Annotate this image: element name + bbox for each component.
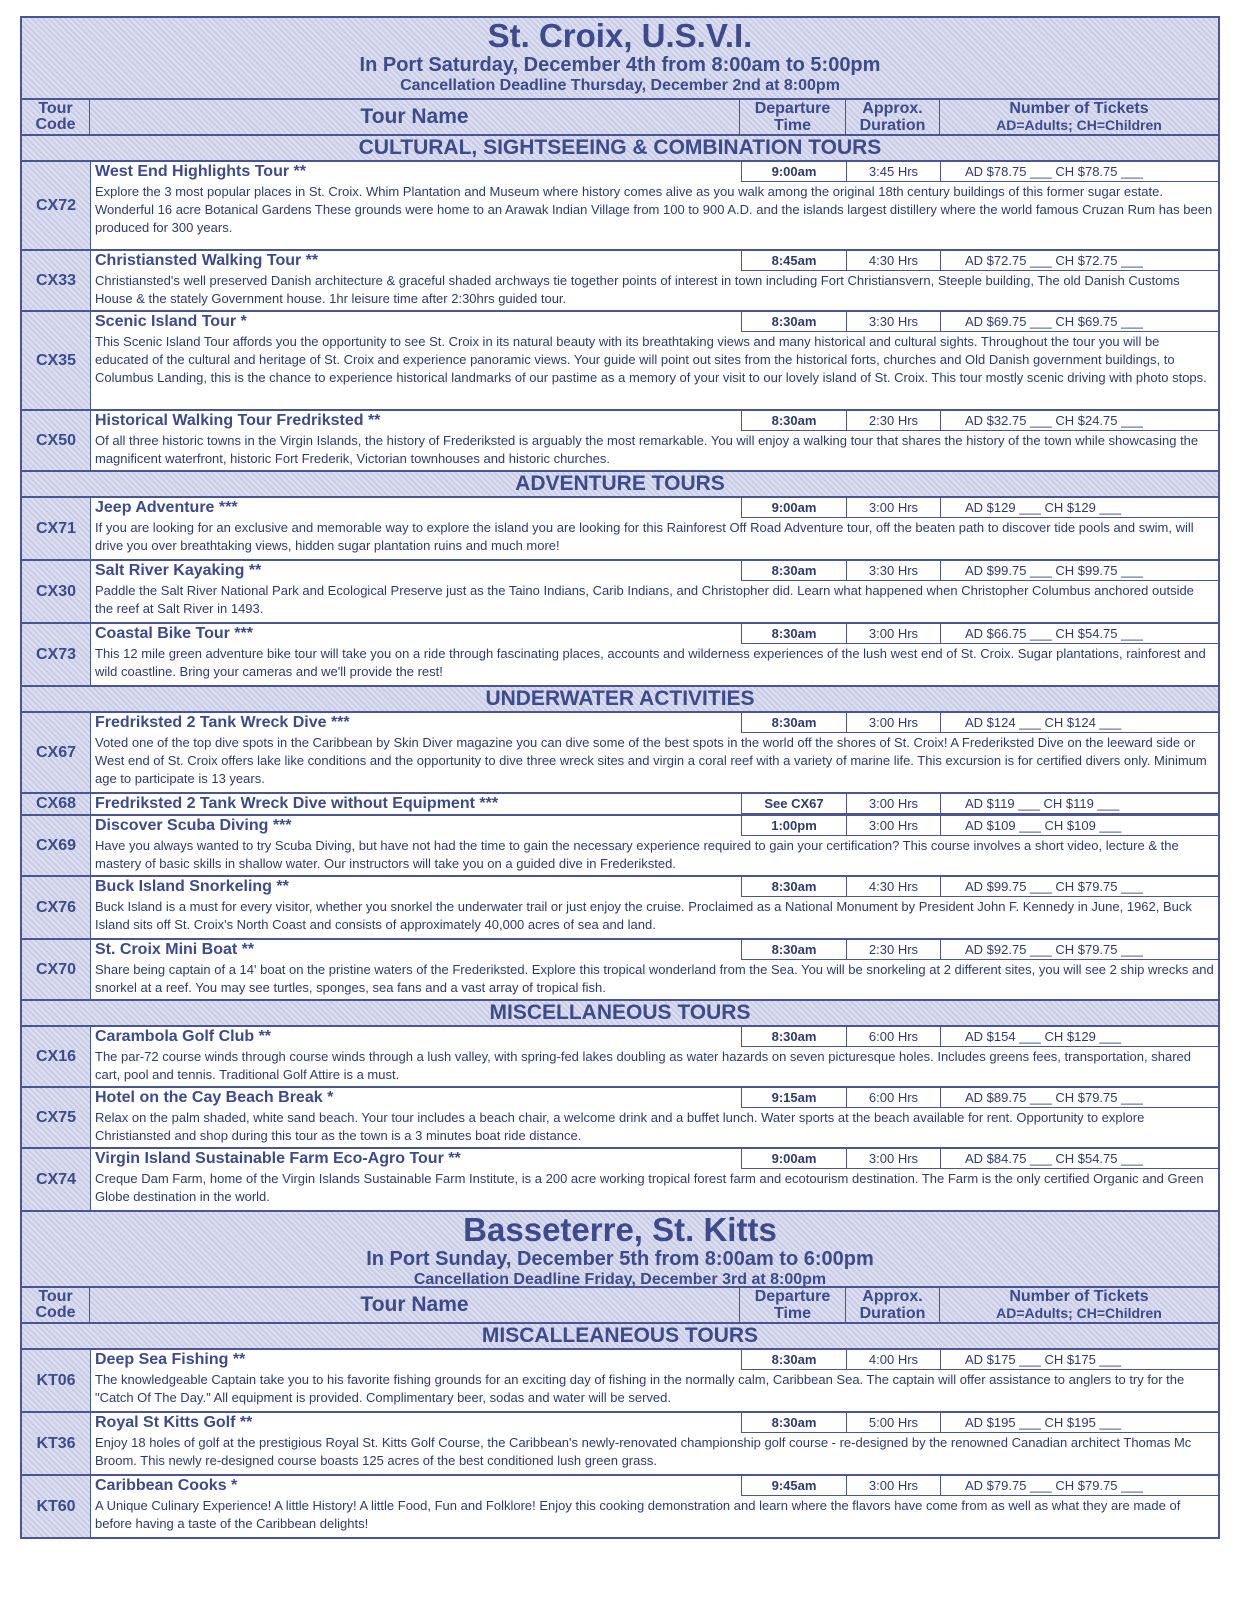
approx-duration: 4:30 Hrs — [847, 877, 941, 897]
tour-name: Scenic Island Tour * — [95, 313, 247, 330]
tour-line — [91, 1149, 1218, 1169]
tour-name: Discover Scuba Diving *** — [95, 817, 292, 834]
tour-line — [91, 312, 1218, 332]
tour-name: Fredriksted 2 Tank Wreck Dive *** — [95, 714, 350, 731]
tour-row — [20, 713, 1220, 794]
tour-name: Hotel on the Cay Beach Break * — [95, 1089, 334, 1106]
tour-body — [91, 411, 1218, 470]
approx-duration: 3:00 Hrs — [847, 713, 941, 733]
departure-time: 8:30am — [741, 877, 847, 897]
tour-line — [91, 162, 1218, 182]
approx-duration: 6:00 Hrs — [847, 1088, 941, 1108]
header-approx-duration: Approx. Duration — [846, 1288, 940, 1322]
tour-body — [91, 312, 1218, 409]
tour-code: KT06 — [22, 1350, 91, 1411]
tour-description: Share being captain of a 14' boat on the pristine waters of the Frederiksted. Explore this tropical wonderland from the Sea. You will be snorkeling at 2 different sites, you will see 2 ship wrecks and snorkel at a reef. You may see turtles, sponges, sea fans and a vast array of tropical fish. — [95, 962, 1214, 995]
tour-code: CX72 — [22, 162, 91, 249]
tour-name: St. Croix Mini Boat ** — [95, 941, 255, 958]
ticket-quantity-fields[interactable]: AD $129 ___ CH $129 ___ — [941, 498, 1218, 518]
approx-duration: 3:30 Hrs — [847, 561, 941, 581]
tour-line — [91, 1350, 1218, 1370]
tour-row — [20, 162, 1220, 251]
departure-time: 8:30am — [741, 561, 847, 581]
tour-code: CX67 — [22, 713, 91, 792]
approx-duration: 4:30 Hrs — [847, 251, 941, 271]
tour-body — [91, 561, 1218, 622]
tour-body — [91, 162, 1218, 249]
tour-name: Salt River Kayaking ** — [95, 562, 262, 579]
tour-row — [20, 816, 1220, 877]
tour-description: Of all three historic towns in the Virgin Islands, the history of Frederiksted is arguably the most remarkable. You will enjoy a walking tour that shares the history of the town while showcasing the magnificent waterfront, historic Fort Frederik, Victorian townhouses and historic churches. — [95, 433, 1199, 466]
approx-duration: 3:00 Hrs — [847, 816, 941, 836]
departure-time: 8:30am — [741, 312, 847, 332]
in-port-line: In Port Saturday, December 4th from 8:00am to 5:00pm — [359, 54, 881, 76]
tour-code: CX68 — [22, 794, 91, 814]
tour-row — [20, 624, 1220, 687]
departure-time: 9:00am — [741, 1149, 847, 1169]
header-tour-name: Tour Name — [90, 100, 740, 134]
port-title: Basseterre, St. Kitts — [463, 1211, 777, 1248]
tour-body — [91, 940, 1218, 999]
header-tickets-title: Number of Tickets — [1009, 100, 1149, 117]
tour-name: West End Highlights Tour ** — [95, 163, 306, 180]
departure-time: 9:00am — [741, 162, 847, 182]
tour-description: The par-72 course winds through course winds through a lush valley, with spring-fed lakes doubling as water hazards on seven picturesque holes. Includes greens fees, transportation, shared cart, pool and tennis. Traditional Golf Attire is a must. — [95, 1049, 1191, 1082]
tour-row — [20, 1476, 1220, 1539]
tour-code: CX75 — [22, 1088, 91, 1147]
tour-description: Enjoy 18 holes of golf at the prestigious Royal St. Kitts Golf Course, the Caribbean's newly-renovated championship golf course - re-designed by the renowned Canadian architect Thomas Mc Broom. This newly re-designed course boasts 125 acres of the best conditioned lush green grass. — [95, 1435, 1192, 1468]
tour-name: Caribbean Cooks * — [95, 1477, 238, 1494]
column-header-row — [20, 100, 1220, 136]
approx-duration: 4:00 Hrs — [847, 1350, 941, 1370]
tour-name: Carambola Golf Club ** — [95, 1028, 272, 1045]
tour-line — [91, 1413, 1218, 1433]
ticket-quantity-fields[interactable]: AD $79.75 ___ CH $79.75 ___ — [941, 1476, 1218, 1496]
header-number-of-tickets — [940, 100, 1218, 134]
tour-code: CX35 — [22, 312, 91, 409]
approx-duration: 2:30 Hrs — [847, 411, 941, 431]
tour-body — [91, 498, 1218, 559]
section-heading: UNDERWATER ACTIVITIES — [20, 687, 1220, 713]
departure-time: 1:00pm — [741, 816, 847, 836]
tour-name: Virgin Island Sustainable Farm Eco-Agro Tour ** — [95, 1150, 461, 1167]
ticket-quantity-fields[interactable]: AD $124 ___ CH $124 ___ — [941, 713, 1218, 733]
tour-body — [91, 877, 1218, 938]
ticket-quantity-fields[interactable]: AD $66.75 ___ CH $54.75 ___ — [941, 624, 1218, 644]
tour-code: CX69 — [22, 816, 91, 875]
ticket-quantity-fields[interactable]: AD $109 ___ CH $109 ___ — [941, 816, 1218, 836]
cancellation-deadline: Cancellation Deadline Friday, December 3rd at 8:00pm — [413, 1271, 827, 1288]
tour-name: Deep Sea Fishing ** — [95, 1351, 246, 1368]
tour-code: CX33 — [22, 251, 91, 310]
tour-code: CX16 — [22, 1027, 91, 1086]
tour-line — [91, 251, 1218, 271]
approx-duration: 6:00 Hrs — [847, 1027, 941, 1047]
tour-row — [20, 251, 1220, 312]
tour-name: Jeep Adventure *** — [95, 499, 238, 516]
ticket-quantity-fields[interactable]: AD $78.75 ___ CH $78.75 ___ — [941, 162, 1218, 182]
tour-code: KT36 — [22, 1413, 91, 1474]
tour-body — [91, 816, 1218, 875]
departure-time: 8:30am — [741, 1413, 847, 1433]
tour-description: A Unique Culinary Experience! A little History! A little Food, Fun and Folklore! Enjoy this cooking demonstration and learn where the flavors have come from as well as what they are made of before having a taste of the Caribbean delights! — [95, 1498, 1181, 1531]
tour-row — [20, 312, 1220, 411]
section-heading: MISCALLEANEOUS TOURS — [20, 1324, 1220, 1350]
header-tickets-legend: AD=Adults; CH=Children — [996, 1305, 1162, 1321]
departure-time: 8:30am — [741, 411, 847, 431]
tour-body — [91, 1350, 1218, 1411]
tour-code: CX30 — [22, 561, 91, 622]
header-tickets-title: Number of Tickets — [1009, 1288, 1149, 1305]
header-number-of-tickets — [940, 1288, 1218, 1322]
tour-row — [20, 498, 1220, 561]
tour-line — [91, 794, 1218, 814]
tour-body — [91, 1476, 1218, 1537]
in-port-line: In Port Sunday, December 5th from 8:00am to 6:00pm — [366, 1248, 874, 1270]
departure-time: 8:30am — [741, 624, 847, 644]
tour-body — [91, 1027, 1218, 1086]
tour-line — [91, 561, 1218, 581]
tour-name: Fredriksted 2 Tank Wreck Dive without Equipment *** — [95, 795, 499, 812]
tour-row — [20, 1149, 1220, 1212]
approx-duration: 2:30 Hrs — [847, 940, 941, 960]
tour-description: This Scenic Island Tour affords you the opportunity to see St. Croix in its natural beauty with its breathtaking views and many historical and cultural sights. Throughout the tour you will be educated of the cultural and heritage of St. Croix and experience panoramic views. Your guide will point out sites from the historical forts, churches and Old Danish government buildings, to Columbus Landing, this is the chance to experience historical landmarks of our pastime as a memory of your visit to our lovely island of St. Croix. This tour mostly scenic driving with photo stops. — [95, 334, 1207, 385]
tour-name: Royal St Kitts Golf ** — [95, 1414, 253, 1431]
departure-time: 8:30am — [741, 713, 847, 733]
tour-row — [20, 1088, 1220, 1149]
header-tour-code: Tour Code — [22, 1288, 90, 1322]
tour-row — [20, 940, 1220, 1001]
tour-order-sheet — [20, 16, 1220, 1539]
tour-body — [91, 1088, 1218, 1147]
tour-description: The knowledgeable Captain take you to his favorite fishing grounds for an exciting day of fishing in the normally calm, Caribbean Sea. The captain will offer assistance to anglers to try for the "Catch Of The Day." All equipment is provided. Complimentary beer, sodas and water will be served. — [95, 1372, 1185, 1405]
tour-code: KT60 — [22, 1476, 91, 1537]
approx-duration: 3:00 Hrs — [847, 794, 941, 814]
ticket-quantity-fields[interactable]: AD $89.75 ___ CH $79.75 ___ — [941, 1088, 1218, 1108]
departure-time: 9:15am — [741, 1088, 847, 1108]
section-heading: ADVENTURE TOURS — [20, 472, 1220, 498]
tour-line — [91, 498, 1218, 518]
approx-duration: 3:45 Hrs — [847, 162, 941, 182]
tour-row — [20, 1413, 1220, 1476]
ticket-quantity-fields[interactable]: AD $92.75 ___ CH $79.75 ___ — [941, 940, 1218, 960]
tour-body — [91, 251, 1218, 310]
tour-name: Christiansted Walking Tour ** — [95, 252, 319, 269]
tour-row — [20, 411, 1220, 472]
approx-duration: 3:00 Hrs — [847, 1476, 941, 1496]
tour-code: CX74 — [22, 1149, 91, 1210]
tour-name: Historical Walking Tour Fredriksted ** — [95, 412, 381, 429]
header-tickets-legend: AD=Adults; CH=Children — [996, 117, 1162, 133]
departure-time: 9:00am — [741, 498, 847, 518]
approx-duration: 3:00 Hrs — [847, 624, 941, 644]
ticket-quantity-fields[interactable]: AD $99.75 ___ CH $79.75 ___ — [941, 877, 1218, 897]
header-approx-duration: Approx. Duration — [846, 100, 940, 134]
ticket-quantity-fields[interactable]: AD $84.75 ___ CH $54.75 ___ — [941, 1149, 1218, 1169]
header-departure-time: Departure Time — [740, 100, 846, 134]
tour-body — [91, 1413, 1218, 1474]
ticket-quantity-fields[interactable]: AD $72.75 ___ CH $72.75 ___ — [941, 251, 1218, 271]
approx-duration: 3:30 Hrs — [847, 312, 941, 332]
tour-line — [91, 816, 1218, 836]
tour-description: Christiansted's well preserved Danish architecture & graceful shaded archways tie together points of interest in town including Fort Christiansvern, Steeple building, The old Danish Customs House & the stately Government house. 1hr leisure time after 2:30hrs guided tour. — [95, 273, 1180, 306]
ticket-quantity-fields[interactable]: AD $119 ___ CH $119 ___ — [941, 794, 1218, 814]
tour-row — [20, 794, 1220, 816]
departure-time: 8:30am — [741, 1027, 847, 1047]
tour-code: CX76 — [22, 877, 91, 938]
tour-line — [91, 940, 1218, 960]
cancellation-deadline: Cancellation Deadline Thursday, December 2nd at 8:00pm — [400, 77, 840, 94]
departure-time: 8:45am — [741, 251, 847, 271]
tour-code: CX71 — [22, 498, 91, 559]
tour-line — [91, 1476, 1218, 1496]
tour-code: CX50 — [22, 411, 91, 470]
tour-line — [91, 624, 1218, 644]
tour-line — [91, 411, 1218, 431]
ticket-quantity-fields[interactable]: AD $69.75 ___ CH $69.75 ___ — [941, 312, 1218, 332]
departure-time: 8:30am — [741, 1350, 847, 1370]
departure-time: See CX67 — [741, 794, 847, 814]
section-heading: CULTURAL, SIGHTSEEING & COMBINATION TOURS — [20, 136, 1220, 162]
tour-line — [91, 1088, 1218, 1108]
tour-code: CX70 — [22, 940, 91, 999]
tour-description: Relax on the palm shaded, white sand beach. Your tour includes a beach chair, a welcome drink and a buffet lunch. Water sports at the beach available for rent. Opportunity to explore Christiansted and shop during this tour as the town is a 3 minutes boat ride distance. — [95, 1110, 1145, 1143]
tour-row — [20, 1027, 1220, 1088]
tour-code: CX73 — [22, 624, 91, 685]
tour-description: Paddle the Salt River National Park and Ecological Preserve just as the Taino Indians, Carib Indians, and Christopher did. Learn what happened when Christopher Columbus anchored outside the reef at Salt River in 1493. — [95, 583, 1194, 616]
tour-description: This 12 mile green adventure bike tour will take you on a ride through fascinating places, accounts and wilderness experiences of the lush west end of St. Croix. Sugar plantations, rainforest and wild coastline. Bring your cameras and we'll provide the rest! — [95, 646, 1206, 679]
port-title: St. Croix, U.S.V.I. — [487, 17, 753, 54]
tour-row — [20, 561, 1220, 624]
tour-description: Have you always wanted to try Scuba Diving, but have not had the time to gain the necessary experience required to gain your certification? This course involves a short video, lecture & the mastery of basic skills in shallow water. Our instructors will take you on a guided dive in Frederiksted. — [95, 838, 1179, 871]
header-tour-code: Tour Code — [22, 100, 90, 134]
approx-duration: 3:00 Hrs — [847, 1149, 941, 1169]
tour-description: Voted one of the top dive spots in the Caribbean by Skin Diver magazine you can dive some of the best spots in the world off the shores of St. Croix! A Frederiksted Dive on the leeward side or West end of St. Croix offers lake like conditions and the opportunity to dive three wreck sites and virgin a coral reef with a variety of marine life. This excursion is for certified divers only. Minimum age to participate is 13 years. — [95, 735, 1207, 786]
tour-line — [91, 1027, 1218, 1047]
header-departure-time: Departure Time — [740, 1288, 846, 1322]
ticket-quantity-fields[interactable]: AD $195 ___ CH $195 ___ — [941, 1413, 1218, 1433]
tour-body — [91, 624, 1218, 685]
approx-duration: 5:00 Hrs — [847, 1413, 941, 1433]
port-title-band — [20, 1212, 1220, 1288]
tour-description: If you are looking for an exclusive and memorable way to explore the island you are looking for this Rainforest Off Road Adventure tour, off the beaten path to discover tide pools and swim, will drive you over breathtaking views, hidden sugar plantation ruins and much more! — [95, 520, 1194, 553]
tour-line — [91, 877, 1218, 897]
section-heading: MISCELLANEOUS TOURS — [20, 1001, 1220, 1027]
tour-description: Creque Dam Farm, home of the Virgin Islands Sustainable Farm Institute, is a 200 acre working tropical forest farm and ecotourism destination. The Farm is the only certified Organic and Green Globe destination in the world. — [95, 1171, 1204, 1204]
tour-body — [91, 1149, 1218, 1210]
approx-duration: 3:00 Hrs — [847, 498, 941, 518]
port-title-band — [20, 16, 1220, 100]
tour-row — [20, 877, 1220, 940]
ticket-quantity-fields[interactable]: AD $154 ___ CH $129 ___ — [941, 1027, 1218, 1047]
column-header-row — [20, 1288, 1220, 1324]
tour-line — [91, 713, 1218, 733]
tour-description: Explore the 3 most popular places in St. Croix. Whim Plantation and Museum where history comes alive as you walk among the original 18th century buildings of this former sugar estate. Wonderful 16 acre Botanical Gardens These grounds were home to an Arawak Indian Village from 100 to 900 A.D. and the islands largest distillery where the world famous Cruzan Rum has been produced for 300 years. — [95, 184, 1213, 235]
tour-name: Coastal Bike Tour *** — [95, 625, 253, 642]
tour-row — [20, 1350, 1220, 1413]
departure-time: 9:45am — [741, 1476, 847, 1496]
departure-time: 8:30am — [741, 940, 847, 960]
ticket-quantity-fields[interactable]: AD $175 ___ CH $175 ___ — [941, 1350, 1218, 1370]
header-tour-name: Tour Name — [90, 1288, 740, 1322]
tour-body — [91, 713, 1218, 792]
tour-body — [91, 794, 1218, 814]
tour-name: Buck Island Snorkeling ** — [95, 878, 289, 895]
ticket-quantity-fields[interactable]: AD $32.75 ___ CH $24.75 ___ — [941, 411, 1218, 431]
ticket-quantity-fields[interactable]: AD $99.75 ___ CH $99.75 ___ — [941, 561, 1218, 581]
tour-description: Buck Island is a must for every visitor, whether you snorkel the underwater trail or just enjoy the cruise. Proclaimed as a National Monument by President John F. Kennedy in June, 1962, Buck Island sits off St. Croix's North Coast and consists of approximately 40,000 acres of sea and land. — [95, 899, 1192, 932]
